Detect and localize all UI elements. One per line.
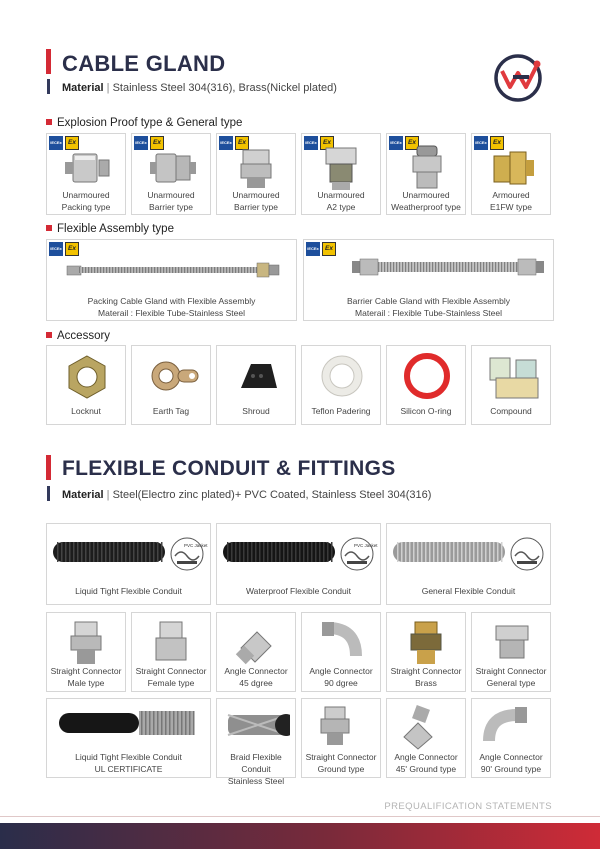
footer-divider [0,816,600,817]
cable-gland-image [486,140,538,190]
cable-gland-accent-bar [46,49,51,74]
assembly-card-barrier[interactable] [303,239,554,321]
iecex-badge-icon: IECEx [304,136,318,150]
explosion-product-card[interactable] [386,133,466,215]
conduit-tube-card[interactable] [386,523,551,605]
conduit-title: FLEXIBLE CONDUIT & FITTINGS [62,457,396,480]
svg-text:PVC Jacket: PVC Jacket [184,543,208,548]
product-image [394,703,460,751]
footer-label: PREQUALIFICATION STATEMENTS [384,801,552,812]
product-caption: Angle Connector 45' Ground type [394,752,458,774]
accessory-caption: Compound [490,406,532,416]
connector-image [401,618,453,666]
cable-gland-material [62,82,337,94]
product-caption: Angle Connector 90' Ground type [479,752,543,774]
square-bullet-icon [46,119,52,125]
conduit-tube-card[interactable] [216,523,381,605]
bottom-product-card[interactable] [216,698,296,786]
connector-image [316,618,368,666]
accessory-card[interactable] [216,345,296,425]
connector-image [146,618,198,666]
assembly-caption: Barrier Cable Gland with Flexible Assembly Materail : Flexible Tube-Stainless Steel [347,296,510,318]
iecex-badge-icon: IECEx [49,136,63,150]
explosion-product-card[interactable] [471,133,551,215]
connector-card[interactable] [131,612,211,692]
conduit-tube-card[interactable] [46,523,211,605]
explosion-product-card[interactable] [46,133,126,215]
connector-caption: Straight Connector Female type [135,666,207,688]
square-bullet-icon [46,225,52,231]
bottom-product-card[interactable] [386,698,466,778]
bottom-product-card[interactable] [301,698,381,778]
iecex-badge-icon: IECEx [474,136,488,150]
accessory-image [401,352,455,402]
accessory-card[interactable] [46,345,126,425]
iecex-badge-icon: IECEx [134,136,148,150]
flexible-assembly-image [348,255,548,279]
conduit-accent-bar [46,455,51,480]
accessory-caption: Earth Tag [152,406,190,416]
explosion-product-card[interactable] [301,133,381,215]
conduit-tube-image [393,536,548,572]
connector-card[interactable] [46,612,126,692]
conduit-sub-bar [47,486,50,501]
cable-gland-image [61,140,113,190]
explosion-product-card[interactable] [216,133,296,215]
product-caption: Braid Flexible Conduit Stainless Steel [227,752,285,786]
cable-gland-image [146,140,198,190]
iecex-badge-icon: IECEx [306,242,320,256]
product-caption: Straight Connector Ground type [305,752,377,774]
ex-badge-icon: Ex [320,136,334,150]
cable-gland-image [231,140,283,190]
material-value: Stainless Steel 304(316), Brass(Nickel plated) [112,82,337,94]
footer-strip [0,823,600,849]
cert-badges [306,242,336,256]
ex-badge-icon: Ex [322,242,336,256]
connector-card[interactable] [386,612,466,692]
accessory-caption: Locknut [71,406,101,416]
product-caption: Unarmoured Weatherproof type [391,190,461,212]
connector-caption: Angle Connector 45 dgree [224,666,288,688]
ex-badge-icon: Ex [150,136,164,150]
accessory-label: Accessory [46,330,110,342]
product-image [479,703,545,751]
connector-caption: Straight Connector Male type [50,666,122,688]
cable-gland-sub-bar [47,79,50,94]
product-caption: Unarmoured Barrier type [147,190,195,212]
ex-badge-icon: Ex [235,136,249,150]
accessory-caption: Shroud [242,406,270,416]
accessory-caption: Silicon O-ring [400,406,452,416]
assembly-caption: Packing Cable Gland with Flexible Assembly Materail : Flexible Tube-Stainless Steel [87,296,256,318]
iecex-badge-icon: IECEx [219,136,233,150]
conduit-material [62,489,431,501]
conduit-caption: General Flexible Conduit [421,586,516,596]
connector-caption: Straight Connector Brass [390,666,462,688]
connector-image [486,618,538,666]
accessory-image [231,352,285,402]
connector-image [61,618,113,666]
cable-gland-image [401,140,453,190]
flexible-assembly-label: Flexible Assembly type [46,223,174,235]
ex-badge-icon: Ex [65,136,79,150]
material-separator: | [106,489,110,501]
product-caption: Armoured E1FW type [489,190,533,212]
company-logo-icon [493,53,543,103]
accessory-card[interactable] [471,345,551,425]
material-label: Material [62,489,104,501]
accessory-image [316,352,370,402]
accessory-image [61,352,115,402]
material-separator: | [106,82,110,94]
conduit-tube-image [53,536,208,572]
accessory-card[interactable] [301,345,381,425]
material-label: Material [62,82,104,94]
ex-badge-icon: Ex [65,242,79,256]
assembly-card-packing[interactable] [46,239,297,321]
accessory-card[interactable] [386,345,466,425]
connector-caption: Straight Connector General type [475,666,547,688]
product-image [59,703,199,751]
conduit-tube-image [223,536,378,572]
explosion-proof-label: Explosion Proof type & General type [46,117,242,129]
conduit-caption: Waterproof Flexible Conduit [245,586,352,596]
flexible-assembly-image [61,258,283,282]
ex-badge-icon: Ex [490,136,504,150]
connector-card[interactable] [301,612,381,692]
product-caption: Unarmoured Barrier type [232,190,280,212]
product-caption: Unarmoured A2 type [317,190,365,212]
cert-badges [49,242,79,256]
explosion-product-card[interactable] [131,133,211,215]
cable-gland-image [316,140,368,190]
accessory-card[interactable] [131,345,211,425]
accessory-image [146,352,200,402]
bottom-product-card[interactable] [471,698,551,778]
connector-card[interactable] [216,612,296,692]
iecex-badge-icon: IECEx [49,242,63,256]
iecex-badge-icon: IECEx [389,136,403,150]
product-caption: Unarmoured Packing type [61,190,111,212]
bottom-product-card[interactable] [46,698,211,778]
cable-gland-title: CABLE GLAND [62,51,226,76]
product-image [224,703,290,751]
connector-image [231,618,283,666]
product-image [309,703,375,751]
accessory-caption: Teflon Padering [311,406,371,416]
square-bullet-icon [46,332,52,338]
svg-text:PVC Jacket: PVC Jacket [354,543,378,548]
conduit-caption: Liquid Tight Flexible Conduit [75,586,182,596]
product-caption: Liquid Tight Flexible Conduit UL CERTIFICATE [75,752,182,774]
material-value: Steel(Electro zinc plated)+ PVC Coated, Stainless Steel 304(316) [112,489,432,501]
accessory-image [486,352,540,402]
ex-badge-icon: Ex [405,136,419,150]
connector-caption: Angle Connector 90 dgree [309,666,373,688]
connector-card[interactable] [471,612,551,692]
